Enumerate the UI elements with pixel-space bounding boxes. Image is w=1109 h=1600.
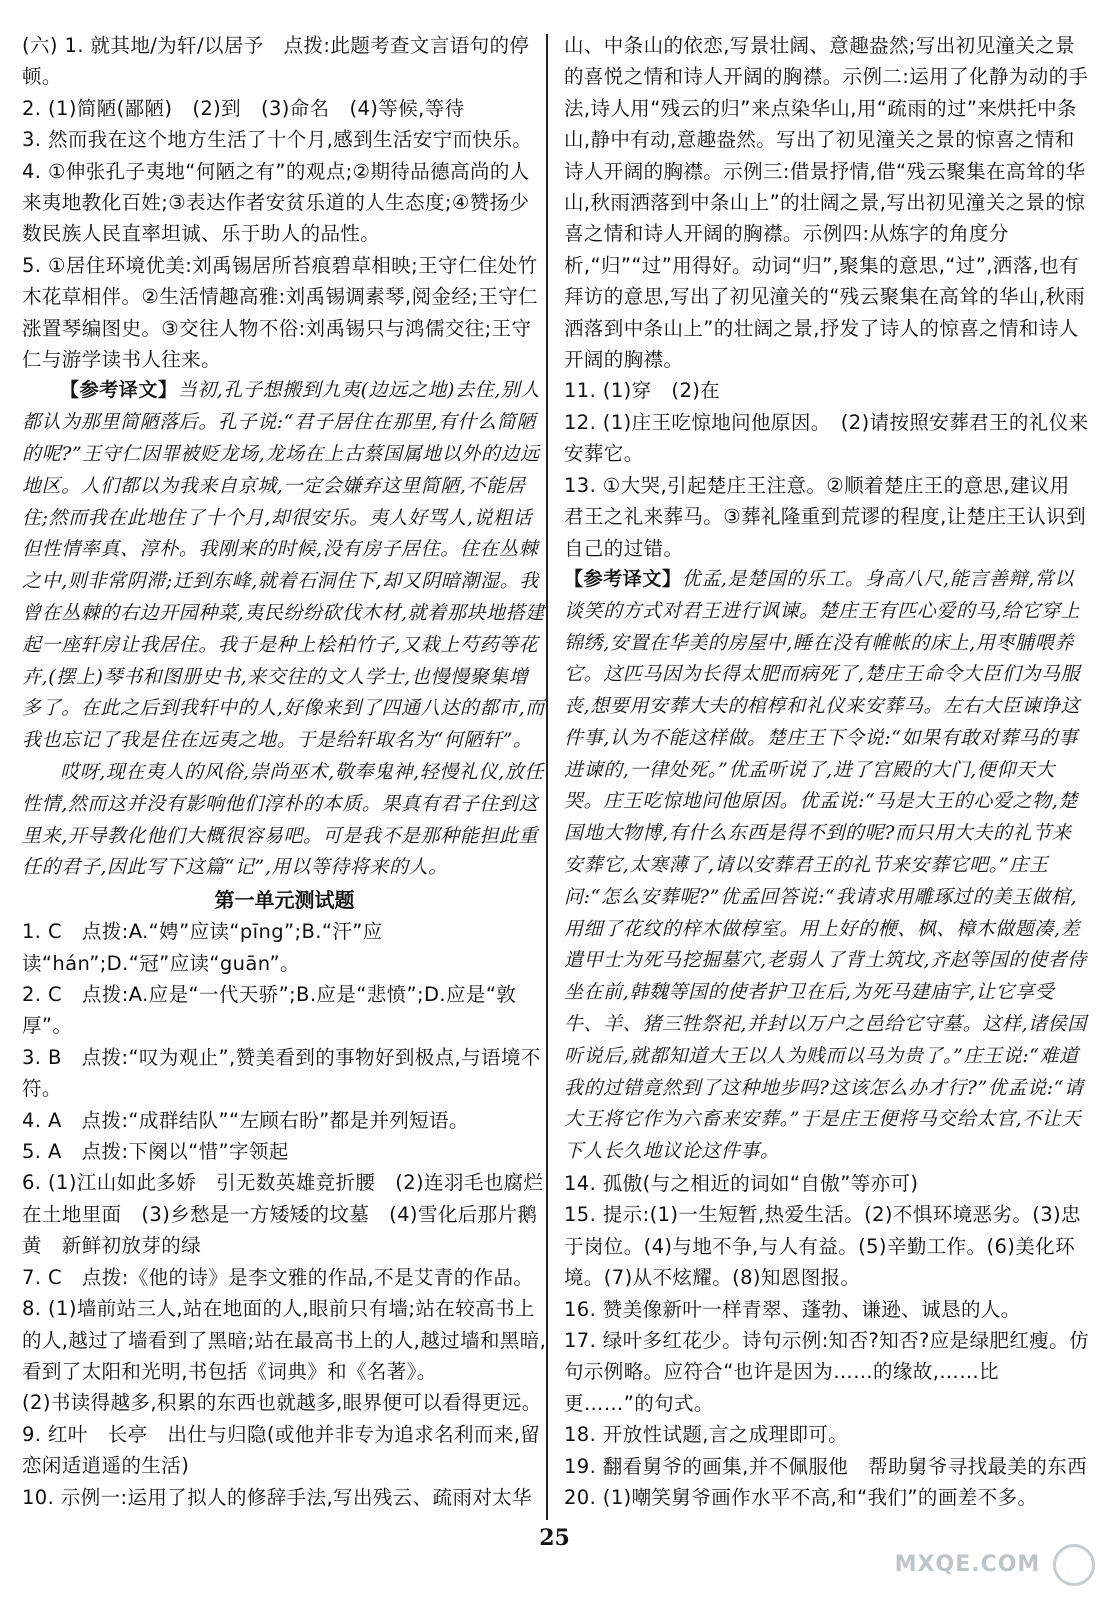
answer-item: 13. ①大哭,引起楚庄王注意。②顺着楚庄王的意思,建议用君王之礼来葬马。③葬礼隆重到荒谬的程度,让楚庄王认识到自己的过错。	[564, 473, 1086, 560]
watermark-text: MXQE.COM	[894, 1552, 1041, 1577]
answer-item: 15. 提示:(1)一生短暂,热爱生活。(2)不惧环境恶劣。(3)忠于岗位。(4)与地不争,与人有益。(5)辛勤工作。(6)美化环境。(7)从不炫耀。(8)知恩图报。	[564, 1203, 1081, 1290]
test-item: 4. A 点拨:“成群结队”“左顾右盼”都是并列短语。	[22, 1108, 469, 1132]
watermark-badge-icon	[1053, 1544, 1095, 1586]
answer-item: 4. ①伸张孔子夷地“何陋之有”的观点;②期待品德高尚的人来夷地教化百姓;③表达作者安贫乐道的人生态度;④赞扬少数民族人民直率坦诚、乐于助人的品性。	[22, 159, 530, 246]
translation-text: 当初,孔子想搬到九夷(边远之地)去住,别人都认为那里简陋落后。孔子说:“君子居住在那里,有什么简陋的呢?”王守仁因罪被贬龙场,龙场在上古蔡国属地以外的边远地区。人们都以为我来自京城,一定会嫌弃这里简陋,不能居住;然而我在此地住了十个月,却很安乐。夷人好骂人,说粗话但性情率真、淳朴。我刚来的时候,没有房子居住。住在丛棘之中,则非常阴滞;迁到东峰,就着石洞住下,却又阴暗潮湿。我曾在丛棘的右边开园种菜,夷民纷纷砍伐木材,就着那块地搭建起一座轩房让我居住。我于是种上桧柏竹子,又栽上芍药等花卉,(摆上)琴书和图册史书,来交往的文人学士,也慢慢聚集增多了。在此之后到我轩中的人,好像来到了四通八达的都市,而我也忘记了我是住在远夷之地。于是给轩取名为“何陋轩”。	[22, 379, 545, 752]
left-column	[22, 30, 547, 1513]
test-item: 6. (1)江山如此多娇 引无数英雄竞折腰 (2)连羽毛也腐烂在土地里面 (3)乡愁是一方矮矮的坟墓 (4)雪化后那片鹅黄 新鲜初放芽的绿	[22, 1171, 544, 1258]
translation-tag: 【参考译文】	[564, 567, 682, 590]
test-item: 10. 示例一:运用了拟人的修辞手法,写出残云、疏雨对太华	[22, 1485, 533, 1509]
answer-item: 12. (1)庄王吃惊地问他原因。 (2)请按照安葬君王的礼仪来安葬它。	[564, 410, 1089, 466]
reference-translation	[22, 375, 547, 757]
answer-item: 14. 孤傲(与之相近的词如“自傲”等亦可)	[564, 1172, 919, 1196]
watermark-logo	[895, 1544, 1095, 1586]
test-item: 3. B 点拨:“叹为观止”,赞美看到的事物好到极点,与语境不符。	[22, 1045, 541, 1101]
test-item: 7. C 点拨:《他的诗》是李文雅的作品,不是艾青的作品。	[22, 1265, 534, 1289]
column-divider	[546, 34, 548, 1520]
answer-item: 2. (1)简陋(鄙陋) (2)到 (3)命名 (4)等候,等待	[22, 96, 465, 120]
reference-translation	[564, 564, 1089, 1168]
test-item: 5. A 点拨:下阕以“惜”字领起	[22, 1140, 289, 1164]
test-item: 2. C 点拨:A.应是“一代天骄”;B.应是“悲愤”;D.应是“敦厚”。	[22, 983, 517, 1038]
answer-item: 5. ①居住环境优美:刘禹锡居所苔痕碧草相映;王守仁住处竹木花草相伴。②生活情趣高雅:刘禹锡调素琴,阅金经;王守仁涨置琴编图史。③交往人物不俗:刘禹锡只与鸿儒交往;王守仁与游学读书人往来。	[22, 253, 539, 372]
answer-item: 20. (1)嘲笑舅爷画作水平不高,和“我们”的画差不多。	[564, 1486, 1038, 1510]
section-title: 第一单元测试题	[214, 888, 355, 913]
page-number: 25	[539, 1525, 570, 1551]
translation-paragraph: 哎呀,现在夷人的风俗,崇尚巫术,敬奉鬼神,轻慢礼仪,放任性情,然而这并没有影响他们淳朴的本质。果真有君子住到这里来,开导教化他们大概很容易吧。可是我不是那种能担此重任的君子,因此写下这篇“记”,用以等待将来的人。	[22, 761, 544, 879]
test-item: 9. 红叶 长亭 出仕与归隐(或他并非专为追求名利而来,留恋闲适逍遥的生活)	[22, 1422, 541, 1478]
answer-item: 山、中条山的依恋,写景壮阔、意趣盎然;写出初见潼关之景的喜悦之情和诗人开阔的胸襟。示例二:运用了化静为动的手法,诗人用“残云的归”来点染华山,用“疏雨的过”来烘托中条山,静中有动,意趣盎然。写出了初见潼关之景的惊喜之情和诗人开阔的胸襟。示例三:借景抒情,借“残云聚集在高耸的华山,秋雨洒落到中条山上”的壮阔之景,写出初见潼关之景的惊喜之情和诗人开阔的胸襟。示例四:从炼字的角度分析,“归”“过”用得好。动词“归”,聚集的意思,“过”,洒落,也有拜访的意思,写出了初见潼关的“残云聚集在高耸的华山,秋雨洒落到中条山上”的壮阔之景,抒发了诗人的惊喜之情和诗人开阔的胸襟。	[564, 34, 1089, 372]
answer-item: 18. 开放性试题,言之成理即可。	[564, 1423, 849, 1447]
right-column	[564, 30, 1089, 1514]
answer-item: 3. 然而我在这个地方生活了十个月,感到生活安宁而快乐。	[22, 128, 533, 152]
test-item: 1. C 点拨:A.“娉”应读“pīng”;B.“汗”应读“hán”;D.“冠”应读“guān”。	[22, 920, 383, 975]
test-item: 8. (1)墙前站三人,站在地面的人,眼前只有墙;站在较高书上的人,越过了墙看到了黑暗;站在最高书上的人,越过墙和黑暗,看到了太阳和光明,书包括《词典》和《名著》。	[22, 1297, 547, 1383]
translation-text: 优孟,是楚国的乐工。身高八尺,能言善辩,常以谈笑的方式对君王进行讽谏。楚庄王有匹心爱的马,给它穿上锦绣,安置在华美的房屋中,睡在没有帷帐的床上,用枣脯喂养它。这匹马因为长得太肥而病死了,楚庄王命令大臣们为马服丧,想要用安葬大夫的棺椁和礼仪来安葬马。左右大臣谏诤这件事,认为不能这样做。楚庄王下令说:“如果有敢对葬马的事进谏的,一律处死。”优孟听说了,进了宫殿的大门,便仰天大哭。庄王吃惊地问他原因。优孟说:“马是大王的心爱之物,楚国地大物博,有什么东西是得不到的呢?而只用大夫的礼节来安葬它,太寒薄了,请以安葬君王的礼节来安葬它吧。”庄王问:“怎么安葬呢?”优孟回答说:“我请求用雕琢过的美玉做棺,用细了花纹的梓木做椁室。用上好的楩、枫、樟木做题凑,差遣甲士为死马挖掘墓穴,老弱人了背土筑坟,齐赵等国的使者侍坐在前,韩魏等国的使者护卫在后,为死马建庙宇,让它享受牛、羊、猪三牲祭祀,并封以万户之邑给它守墓。这样,诸侯国听说后,就都知道大王以人为贱而以马为贵了。”庄王说:“难道我的过错竟然到了这种地步吗?这该怎么办才行?”优孟说:“请大王将它作为六畜来安葬。”于是庄王便将马交给太官,不让天下人长久地议论这件事。	[564, 567, 1087, 1163]
answer-item: 11. (1)穿 (2)在	[564, 379, 721, 403]
answer-item: 19. 翻看舅爷的画集,并不佩服他 帮助舅爷寻找最美的东西	[564, 1454, 1088, 1478]
answer-item: 16. 赞美像新叶一样青翠、蓬勃、谦逊、诚恳的人。	[564, 1297, 1021, 1321]
translation-tag: 【参考译文】	[60, 379, 178, 402]
test-item: (2)书读得越多,积累的东西也就越多,眼界便可以看得更远。	[22, 1391, 542, 1415]
answer-item: (六) 1. 就其地/为轩/以居予 点拨:此题考查文言语句的停顿。	[22, 34, 530, 89]
answer-item: 17. 绿叶多红花少。诗句示例:知否?知否?应是绿肥红瘦。仿句示例略。应符合“也许是因为……的缘故,……比更……”的句式。	[564, 1329, 1089, 1415]
